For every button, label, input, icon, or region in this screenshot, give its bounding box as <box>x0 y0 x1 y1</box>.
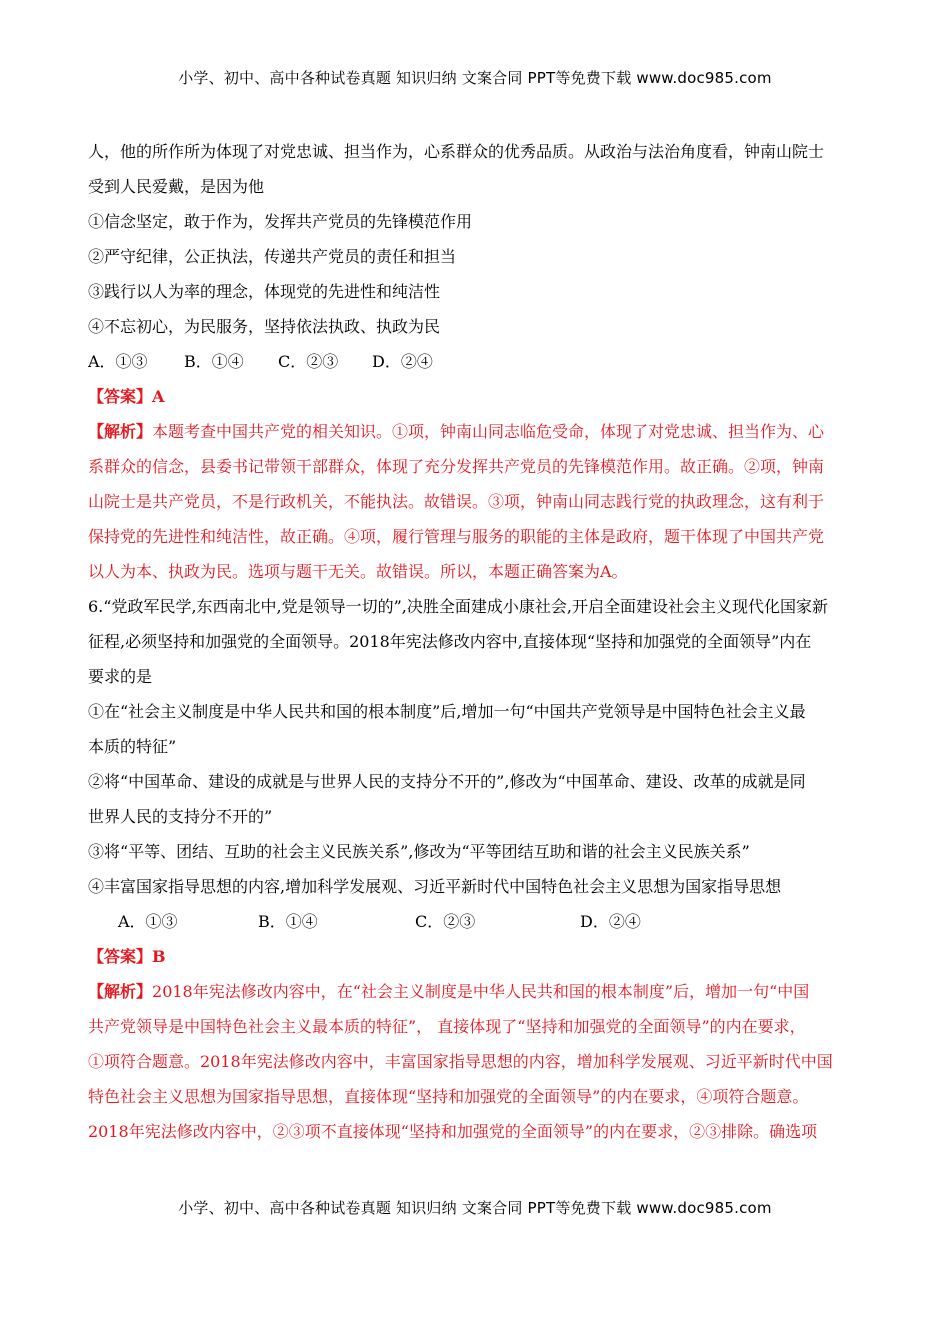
q5-stem-line: 受到人民爱戴，是因为他 <box>88 177 265 196</box>
q6-options <box>88 904 864 939</box>
q6-analysis-tag: 【解析】 <box>88 982 153 1001</box>
page-footer: 小学、初中、高中各种试卷真题 知识归纳 文案合同 PPT等免费下载 www.doc985.com <box>178 1199 772 1217</box>
q6-item-2-cont: 世界人民的支持分不开的” <box>88 807 273 826</box>
q6-option-d: D．②④ <box>580 912 641 931</box>
q5-analysis-tag: 【解析】 <box>88 422 153 441</box>
q6-items <box>88 694 864 904</box>
q5-item-1: ①信念坚定，敢于作为，发挥共产党员的先锋模范作用 <box>88 212 473 231</box>
q5-option-a: A．①③ <box>88 352 148 371</box>
q6-item-1: ①在“社会主义制度是中华人民共和国的根本制度”后,增加一句“中国共产党领导是中国特色社会主义最 <box>88 702 806 721</box>
q5-options <box>88 344 864 379</box>
q6-answer-value: B <box>152 947 166 966</box>
q5-answer-tag: 【答案】 <box>88 387 153 406</box>
q5-item-4: ④不忘初心，为民服务，坚持依法执政、执政为民 <box>88 317 441 336</box>
q6-option-c: C．②③ <box>415 912 476 931</box>
q5-analysis <box>88 414 864 589</box>
q6-analysis-line: 特色社会主义思想为国家指导思想，直接体现“坚持和加强党的全面领导”的内在要求，④项符合题意。 <box>88 1087 809 1106</box>
q5-stem-line: 人，他的所作所为体现了对党忠诚、担当作为，心系群众的优秀品质。从政治与法治角度看，钟南山院士 <box>88 142 825 161</box>
page-header: 小学、初中、高中各种试卷真题 知识归纳 文案合同 PPT等免费下载 www.doc985.com <box>178 69 772 87</box>
q5-item-2: ②严守纪律，公正执法，传递共产党员的责任和担当 <box>88 247 457 266</box>
q6-option-a: A．①③ <box>118 912 178 931</box>
q5-stem <box>88 134 864 204</box>
q5-items <box>88 204 864 344</box>
q6-item-1-cont: 本质的特征” <box>88 737 177 756</box>
q5-analysis-line: 本题考查中国共产党的相关知识。①项，钟南山同志临危受命，体现了对党忠诚、担当作为、心 <box>152 422 825 441</box>
q6-analysis <box>88 974 864 1149</box>
q6-item-3: ③将“平等、团结、互助的社会主义民族关系”,修改为“平等团结互助和谐的社会主义民族关系” <box>88 842 750 861</box>
q5-analysis-line: 系群众的信念，县委书记带领干部群众，体现了充分发挥共产党员的先锋模范作用。故正确。②项，钟南 <box>88 457 825 476</box>
q5-option-c: C．②③ <box>278 352 339 371</box>
q6-analysis-line: 共产党领导是中国特色社会主义最本质的特征”， 直接体现了“坚持和加强党的全面领导”的内在要求， <box>88 1017 806 1036</box>
q6-stem <box>88 589 864 694</box>
q5-analysis-line: 保持党的先进性和纯洁性，故正确。④项，履行管理与服务的职能的主体是政府，题干体现了中国共产党 <box>88 527 825 546</box>
q6-item-4: ④丰富国家指导思想的内容,增加科学发展观、习近平新时代中国特色社会主义思想为国家指导思想 <box>88 877 782 896</box>
q5-answer-value: A <box>152 387 165 406</box>
q6-stem-line: 征程,必须坚持和加强党的全面领导。2018年宪法修改内容中,直接体现“坚持和加强党的全面领导”内在 <box>88 632 812 651</box>
q5-answer <box>88 379 864 414</box>
q5-item-3: ③践行以人为率的理念，体现党的先进性和纯洁性 <box>88 282 441 301</box>
document-body <box>88 134 864 1149</box>
q6-analysis-line: 2018年宪法修改内容中，②③项不直接体现“坚持和加强党的全面领导”的内在要求，②③排除。确选项 <box>88 1122 818 1141</box>
q6-item-2: ②将“中国革命、建设的成就是与世界人民的支持分不开的”,修改为“中国革命、建设、改革的成就是同 <box>88 772 806 791</box>
q5-analysis-line: 以人为本、执政为民。选项与题干无关。故错误。所以，本题正确答案为A。 <box>88 562 628 581</box>
q6-option-b: B．①④ <box>258 912 318 931</box>
q6-answer <box>88 939 864 974</box>
q6-stem-line: 6.“党政军民学,东西南北中,党是领导一切的”,决胜全面建成小康社会,开启全面建设社会主义现代化国家新 <box>88 597 828 616</box>
q5-option-b: B．①④ <box>184 352 244 371</box>
q5-analysis-line: 山院士是共产党员，不是行政机关，不能执法。故错误。③项，钟南山同志践行党的执政理念，这有利于 <box>88 492 825 511</box>
q6-answer-tag: 【答案】 <box>88 947 153 966</box>
q6-analysis-line: 2018年宪法修改内容中，在“社会主义制度是中华人民共和国的根本制度”后，增加一句“中国 <box>152 982 810 1001</box>
q6-analysis-line: ①项符合题意。2018年宪法修改内容中，丰富国家指导思想的内容，增加科学发展观、习近平新时代中国 <box>88 1052 833 1071</box>
q6-stem-line: 要求的是 <box>88 667 153 686</box>
q5-option-d: D．②④ <box>372 352 433 371</box>
